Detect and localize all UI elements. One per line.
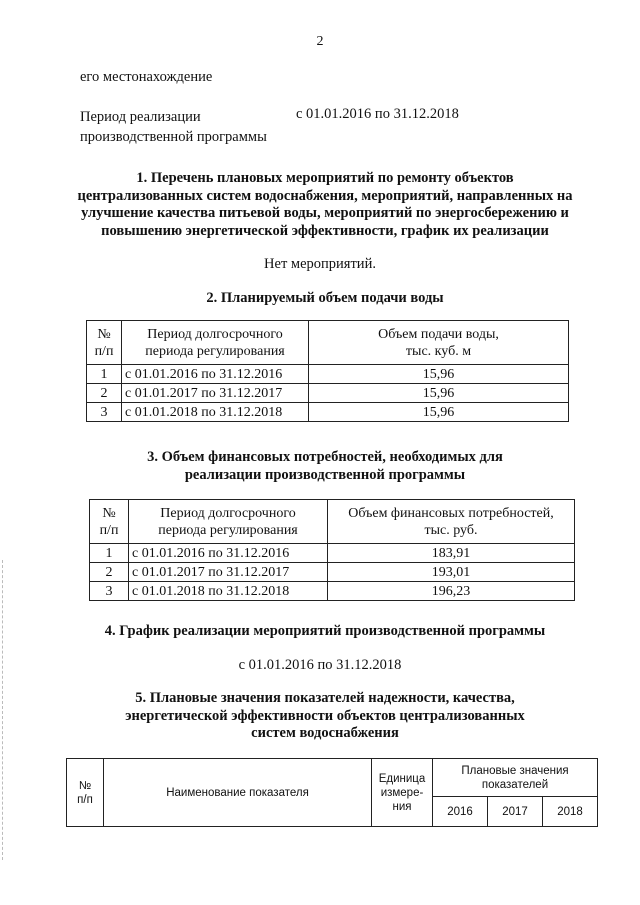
row-value: 15,96: [309, 384, 569, 403]
row-value: 15,96: [309, 403, 569, 422]
page-number: 2: [316, 34, 324, 49]
year-2018: 2018: [543, 797, 598, 827]
row-period: с 01.01.2017 по 31.12.2017: [122, 384, 309, 403]
location-tail-text: его местонахождение: [80, 69, 213, 85]
financial-needs-table: [89, 499, 575, 601]
header-no: № п/п: [87, 321, 122, 365]
section1-title-line4: повышению энергетической эффективности, график их реализации: [101, 222, 549, 239]
table-header-row: [87, 321, 569, 365]
year-2017: 2017: [488, 797, 543, 827]
period-label-line2: производственной программы: [80, 129, 267, 145]
table-row: [87, 384, 569, 403]
period-value: с 01.01.2016 по 31.12.2018: [296, 106, 459, 122]
header-period: Период долгосрочного периода регулирования: [129, 500, 328, 544]
period-label-line1: Период реализации: [80, 109, 201, 125]
table-row: [87, 403, 569, 422]
row-no: 1: [90, 544, 129, 563]
table-row: [90, 563, 575, 582]
section3-title: [60, 449, 590, 484]
section4-title: 4. График реализации мероприятий производственной программы: [104, 623, 546, 639]
section1-title: [60, 170, 590, 240]
row-no: 2: [87, 384, 122, 403]
section3-title-line2: реализации производственной программы: [184, 466, 466, 483]
row-period: с 01.01.2018 по 31.12.2018: [122, 403, 309, 422]
indicators-table: [66, 758, 598, 827]
header-planned-values: Плановые значения показателей: [433, 759, 598, 797]
table-row: [90, 582, 575, 601]
row-period: с 01.01.2016 по 31.12.2016: [122, 365, 309, 384]
table-row: [87, 365, 569, 384]
header-unit: Единица измере- ния: [372, 759, 433, 827]
water-volume-table: [86, 320, 569, 422]
section1-title-line1: 1. Перечень плановых мероприятий по ремонту объектов: [136, 170, 514, 186]
section1-title-line2: централизованных систем водоснабжения, мероприятий, направленных на: [77, 187, 573, 204]
row-value: 193,01: [328, 563, 575, 582]
row-value: 15,96: [309, 365, 569, 384]
section5-title: [60, 690, 590, 743]
header-indicator-name: Наименование показателя: [104, 759, 372, 827]
scan-edge-line: [2, 560, 4, 860]
section5-title-line2: энергетической эффективности объектов централизованных: [125, 707, 525, 724]
section1-text: Нет мероприятий.: [264, 256, 376, 272]
row-period: с 01.01.2017 по 31.12.2017: [129, 563, 328, 582]
header-no: № п/п: [90, 500, 129, 544]
table-row: [90, 544, 575, 563]
row-value: 183,91: [328, 544, 575, 563]
row-no: 1: [87, 365, 122, 384]
row-no: 2: [90, 563, 129, 582]
header-no: № п/п: [67, 759, 104, 827]
row-no: 3: [87, 403, 122, 422]
section4-period-text: с 01.01.2016 по 31.12.2018: [238, 657, 402, 673]
year-2016: 2016: [433, 797, 488, 827]
section5-title-line3: систем водоснабжения: [251, 725, 399, 741]
row-value: 196,23: [328, 582, 575, 601]
table-header-row: [90, 500, 575, 544]
header-period: Период долгосрочного периода регулирования: [122, 321, 309, 365]
section1-title-line3: улучшение качества питьевой воды, мероприятий по энергосбережению и: [81, 205, 569, 221]
row-period: с 01.01.2016 по 31.12.2016: [129, 544, 328, 563]
section2-title: 2. Планируемый объем подачи воды: [206, 290, 444, 306]
table-header-row: [67, 759, 598, 797]
row-no: 3: [90, 582, 129, 601]
header-financial: Объем финансовых потребностей, тыс. руб.: [328, 500, 575, 544]
section5-title-line1: 5. Плановые значения показателей надежности, качества,: [135, 690, 515, 706]
section3-title-line1: 3. Объем финансовых потребностей, необходимых для: [147, 449, 503, 465]
row-period: с 01.01.2018 по 31.12.2018: [129, 582, 328, 601]
header-volume: Объем подачи воды, тыс. куб. м: [309, 321, 569, 365]
